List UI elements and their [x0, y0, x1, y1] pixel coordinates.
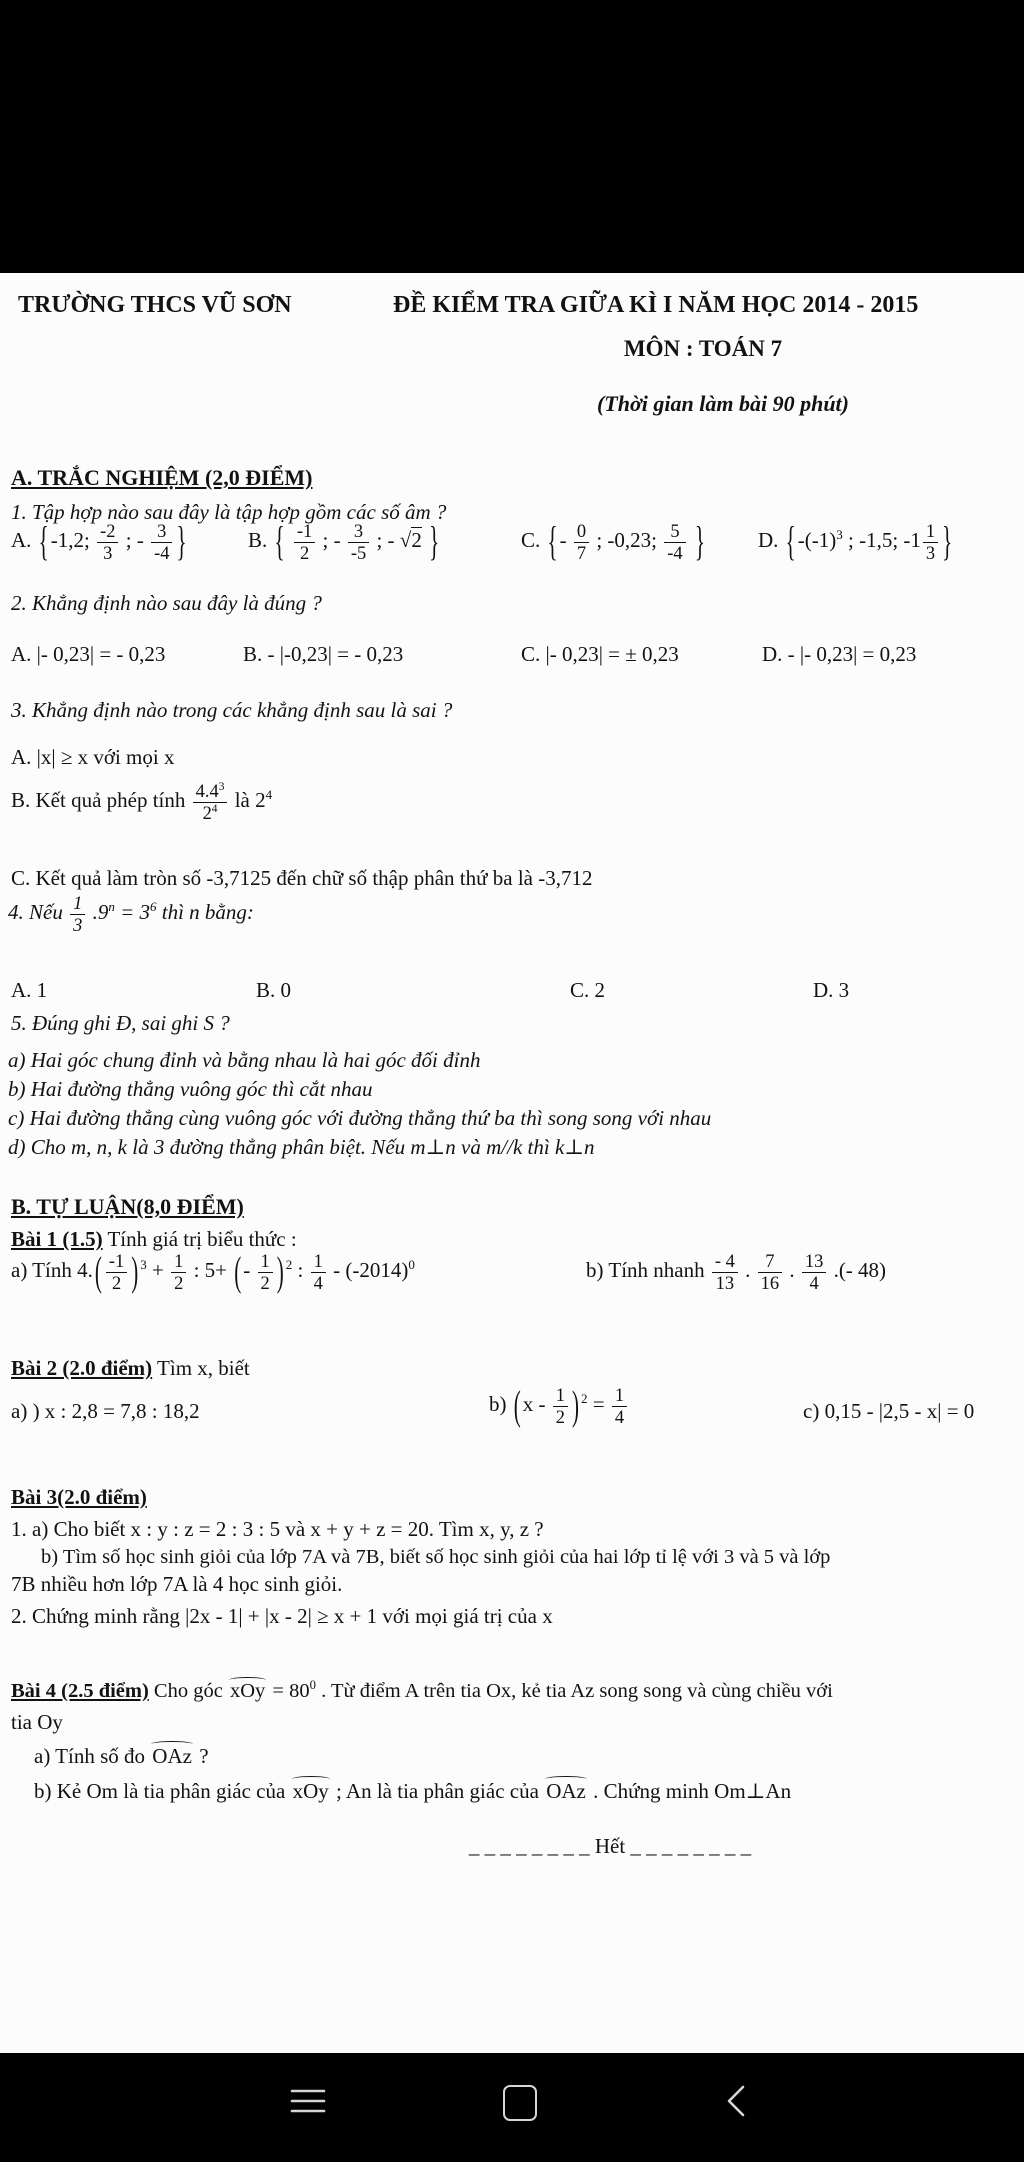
question-5-item-d: d) Cho m, n, k là 3 đường thẳng phân biệt. Nếu m⊥n và m//k thì k⊥n — [8, 1135, 595, 1159]
section-b-heading: B. TỰ LUẬN(8,0 ĐIỂM) — [11, 1194, 244, 1219]
question-2-option-a: A. |- 0,23| = - 0,23 — [11, 642, 166, 666]
navigation-bar — [0, 2076, 1024, 2152]
question-2-option-d: D. - |- 0,23| = 0,23 — [762, 642, 917, 666]
bai-2-label: Bài 2 (2.0 điểm) — [11, 1356, 153, 1380]
bai-3-line-4: 2. Chứng minh rằng |2x - 1| + |x - 2| ≥ x + 1 với mọi giá trị của x — [11, 1604, 553, 1628]
question-4-option-b: B. 0 — [256, 978, 292, 1002]
question-1-option-c: C. {- $\frac{0}{7}$ ; -0,23; $\frac{5}{-4}$ } — [521, 517, 705, 565]
bai-1-part-a: a) Tính 4.( $\frac{-1}{2}$ ) $^3$ + $\frac{1}{2}$ : 5+ (- $\frac{1}{2}$ ) $^2$ : $\frac{1}{4}$ - $(-2014)^0$ — [11, 1247, 415, 1295]
bai-2-part-c: c) 0,15 - |2,5 - x| = 0 — [803, 1399, 975, 1423]
bai-4-line-2: tia Oy — [11, 1710, 63, 1734]
question-2-option-c: C. |- 0,23| = ± 0,23 — [521, 642, 679, 666]
question-3-stem: 3. Khẳng định nào trong các khẳng định sau là sai ? — [11, 698, 453, 722]
nav-back-button[interactable] — [716, 2076, 754, 2129]
bai-4-statement: Cho góc xOy = $80^0$ . Từ điểm A trên tia Ox, kẻ tia Az song song và cùng chiều với — [149, 1680, 833, 1702]
bai-1-heading-line — [11, 1226, 297, 1252]
nav-home-button[interactable] — [497, 2079, 543, 2127]
bai-3-line-2: b) Tìm số học sinh giỏi của lớp 7A và 7B, biết số học sinh giỏi của hai lớp tỉ lệ với 3 và 5 và lớp — [41, 1546, 831, 1568]
question-5-item-c: c) Hai đường thẳng cùng vuông góc với đường thẳng thứ ba thì song song với nhau — [8, 1106, 712, 1130]
question-3-option-a: A. |x| ≥ x với mọi x — [11, 745, 175, 769]
bai-4-label: Bài 4 (2.5 điểm) — [11, 1679, 149, 1702]
bai-2-part-b: b) (x - $\frac{1}{2}$ ) $^2$ = $\frac{1}{4}$ — [489, 1385, 629, 1427]
bai-3-heading: Bài 3(2.0 điểm) — [11, 1485, 147, 1509]
bai-3-line-1: 1. a) Cho biết x : y : z = 2 : 3 : 5 và x + y + z = 20. Tìm x, y, z ? — [11, 1517, 544, 1541]
question-4-stem: 4. Nếu $\frac{1}{3}$ $.9^n = 3^6$ thì n bằng: — [8, 893, 254, 935]
question-2-stem: 2. Khẳng định nào sau đây là đúng ? — [11, 591, 322, 615]
menu-icon — [288, 2082, 328, 2120]
bai-4-part-a: a) Tính số đo OAz ? — [34, 1744, 209, 1768]
question-4-option-d: D. 3 — [813, 978, 850, 1002]
question-1-options — [0, 517, 1024, 581]
exam-document-page — [0, 273, 1024, 2053]
bai-4-heading-line — [11, 1678, 833, 1704]
school-name: TRƯỜNG THCS VŨ SƠN — [18, 292, 292, 318]
bai-1-part-b: b) Tính nhanh $\frac{- 4}{13}$ . $\frac{7}{16}$ . $\frac{13}{4}$ .(- 48) — [586, 1251, 887, 1293]
exam-title: ĐỀ KIỂM TRA GIỮA KÌ I NĂM HỌC 2014 - 2015 — [393, 292, 919, 318]
question-2-option-b: B. - |-0,23| = - 0,23 — [243, 642, 404, 666]
back-icon — [722, 2082, 748, 2120]
question-4-option-a: A. 1 — [11, 978, 48, 1002]
bai-3-line-3: 7B nhiều hơn lớp 7A là 4 học sinh giỏi. — [11, 1572, 343, 1596]
question-5-stem: 5. Đúng ghi Đ, sai ghi S ? — [11, 1011, 230, 1035]
bai-4-part-b: b) Kẻ Om là tia phân giác của xOy ; An là tia phân giác của OAz . Chứng minh Om⊥An — [34, 1779, 792, 1803]
bai-1-parts — [0, 1247, 1024, 1317]
question-3-option-c: C. Kết quả làm tròn số -3,7125 đến chữ số thập phân thứ ba là -3,712 — [11, 866, 593, 890]
question-1-option-d: D. {$-(-1)^3$ ; -1,5; -1 $\frac{1}{3}$ } — [758, 517, 953, 565]
nav-recents-button[interactable] — [282, 2076, 334, 2129]
question-5-item-a: a) Hai góc chung đỉnh và bằng nhau là hai góc đối đỉnh — [8, 1048, 481, 1072]
question-1-option-b: B. { $\frac{-1}{2}$ ; - $\frac{3}{-5}$ ; - √2 } — [248, 517, 440, 565]
question-2-options — [0, 642, 1024, 674]
exam-subject: MÔN : TOÁN 7 — [623, 336, 783, 361]
question-1-option-a: A. {-1,2; $\frac{-2}{3}$ ; - $\frac{3}{-4}$ } — [11, 517, 187, 565]
status-bar — [0, 0, 1024, 273]
section-a-heading: A. TRẮC NGHIỆM (2,0 ĐIỂM) — [11, 465, 313, 490]
question-4-options — [0, 978, 1024, 1010]
question-1-stem: 1. Tập hợp nào sau đây là tập hợp gồm các số âm ? — [11, 500, 447, 524]
bai-2-heading-line — [11, 1355, 250, 1381]
home-icon — [503, 2085, 537, 2121]
bai-2-part-a: a) ) x : 2,8 = 7,8 : 18,2 — [11, 1399, 200, 1423]
bai-1-instruction: Tính giá trị biểu thức : — [102, 1227, 297, 1251]
exam-duration: (Thời gian làm bài 90 phút) — [596, 391, 849, 416]
bai-2-instruction: Tìm x, biết — [152, 1356, 250, 1380]
question-3-option-b: B. Kết quả phép tính $\frac{4.4^3}{2^4}$ là $2^4$ — [11, 781, 273, 823]
bai-1-label: Bài 1 (1.5) — [11, 1227, 103, 1251]
bai-2-parts — [0, 1381, 1024, 1451]
end-marker: _ _ _ _ _ _ _ _ Hết _ _ _ _ _ _ _ _ — [468, 1834, 752, 1858]
question-5-item-b: b) Hai đường thẳng vuông góc thì cắt nhau — [8, 1077, 373, 1101]
question-4-option-c: C. 2 — [570, 978, 606, 1002]
